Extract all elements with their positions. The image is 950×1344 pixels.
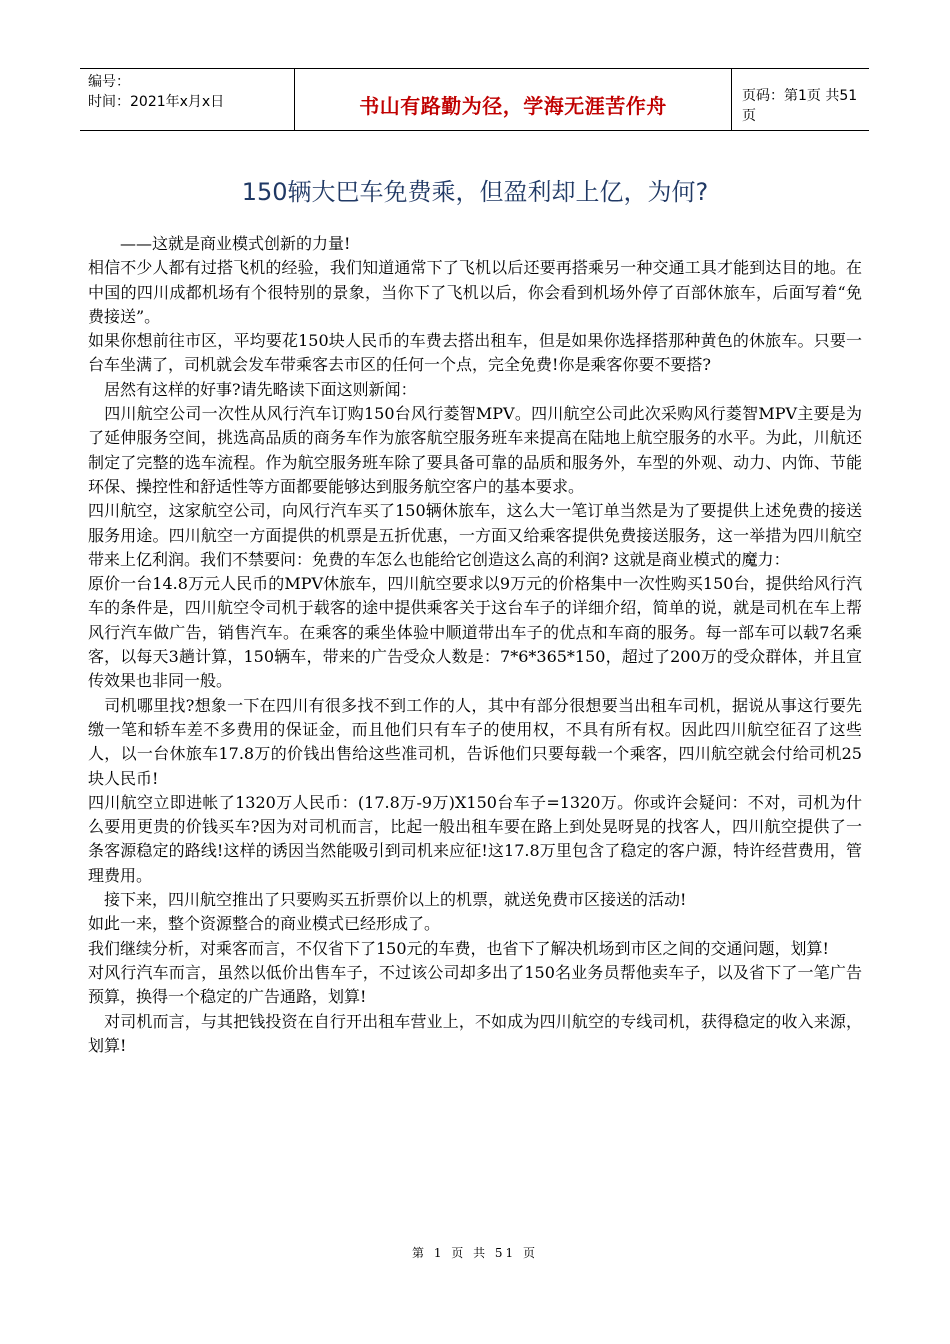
page-footer: 第 1 页 共 51 页 (412, 1246, 538, 1260)
document-title: 150辆大巴车免费乘，但盈利却上亿，为何? (241, 178, 709, 206)
header-motto: 书山有路勤为径，学海无涯苦作舟 (359, 94, 667, 118)
paragraph: 四川航空公司一次性从风行汽车订购150台风行菱智MPV。四川航空公司此次采购风行菱智MPV主要是为了延伸服务空间，挑选高品质的商务车作为旅客航空服务班车来提高在陆地上航空服务的水平。为此，川航还制定了完整的选车流程。作为航空服务班车除了要具备可靠的品质和服务外，车型的外观、动力、内饰、节能环保、操控性和舒适性等方面都要能够达到服务航空客户的基本要求。 (88, 404, 862, 496)
header-meta (80, 69, 295, 130)
paragraph: 居然有这样的好事?请先略读下面这则新闻： (88, 379, 417, 399)
paragraph: 如此一来，整个资源整合的商业模式已经形成了。 (88, 914, 441, 934)
header-page-info: 页码：第1页 共51页 (742, 87, 858, 124)
paragraph: 四川航空，这家航空公司，向风行汽车买了150辆休旅车，这么大一笔订单当然是为了要提供上述免费的接送服务用途。四川航空一方面提供的机票是五折优惠，一方面又给乘客提供免费接送服务，这一举措为四川航空带来上亿利润。我们不禁要问：免费的车怎么也能给它创造这么高的利润? 这就是商业模式的魔力： (88, 501, 862, 569)
paragraph: 对司机而言，与其把钱投资在自行开出租车营业上，不如成为四川航空的专线司机，获得稳定的收入来源，划算! (88, 1011, 862, 1055)
paragraph: 对风行汽车而言，虽然以低价出售车子，不过该公司却多出了150名业务员帮他卖车子，以及省下了一笔广告预算，换得一个稳定的广告通路，划算! (88, 962, 862, 1007)
header-motto-cell (295, 69, 732, 130)
paragraph: ——这就是商业模式创新的力量! (88, 234, 351, 253)
document-time: 时间：2021年x月x日 (88, 94, 225, 110)
paragraph: 司机哪里找?想象一下在四川有很多找不到工作的人，其中有部分很想要当出租车司机，据说从事这行要先缴一笔和轿车差不多费用的保证金，而且他们只有车子的使用权，不具有所有权。因此四川航空征召了这些人，以一台休旅车17.8万的价钱出售给这些准司机，告诉他们只要每载一个乘客，四川航空就会付给司机25块人民币! (88, 695, 862, 788)
page-header (80, 68, 869, 131)
paragraph: 接下来，四川航空推出了只要购买五折票价以上的机票，就送免费市区接送的活动! (88, 890, 687, 910)
paragraph: 相信不少人都有过搭飞机的经验，我们知道通常下了飞机以后还要再搭乘另一种交通工具才能到达目的地。在中国的四川成都机场有个很特别的景象，当你下了飞机以后，你会看到机场外停了百部休旅车，后面写着“免费接送”。 (88, 258, 862, 326)
paragraph: 如果你想前往市区，平均要花150块人民币的车费去搭出租车，但是如果你选择搭那种黄色的休旅车。只要一台车坐满了，司机就会发车带乘客去市区的任何一个点，完全免费!你是乘客你要不要搭? (88, 331, 862, 375)
document-code: 编号： (88, 74, 130, 90)
document-body (88, 232, 862, 1058)
paragraph: 我们继续分析，对乘客而言，不仅省下了150元的车费，也省下了解决机场到市区之间的交通问题，划算! (88, 938, 829, 958)
paragraph: 原价一台14.8万元人民币的MPV休旅车，四川航空要求以9万元的价格集中一次性购买150台，提供给风行汽车的条件是，四川航空令司机于载客的途中提供乘客关于这台车子的详细介绍，简单的说，就是司机在车上帮风行汽车做广告，销售汽车。在乘客的乘坐体验中顺道带出车子的优点和车商的服务。每一部车可以载7名乘客，以每天3趟计算，150辆车，带来的广告受众人数是：7*6*365*150，超过了200万的受众群体，并且宣传效果也非同一般。 (88, 574, 862, 691)
paragraph: 四川航空立即进帐了1320万人民币：(17.8万-9万)X150台车子=1320万。你或许会疑问：不对，司机为什么要用更贵的价钱买车?因为对司机而言，比起一般出租车要在路上到处晃呀晃的找客人，四川航空提供了一条客源稳定的路线!这样的诱因当然能吸引到司机来应征!这17.8万里包含了稳定的客户源，特许经营费用，管理费用。 (88, 792, 862, 885)
